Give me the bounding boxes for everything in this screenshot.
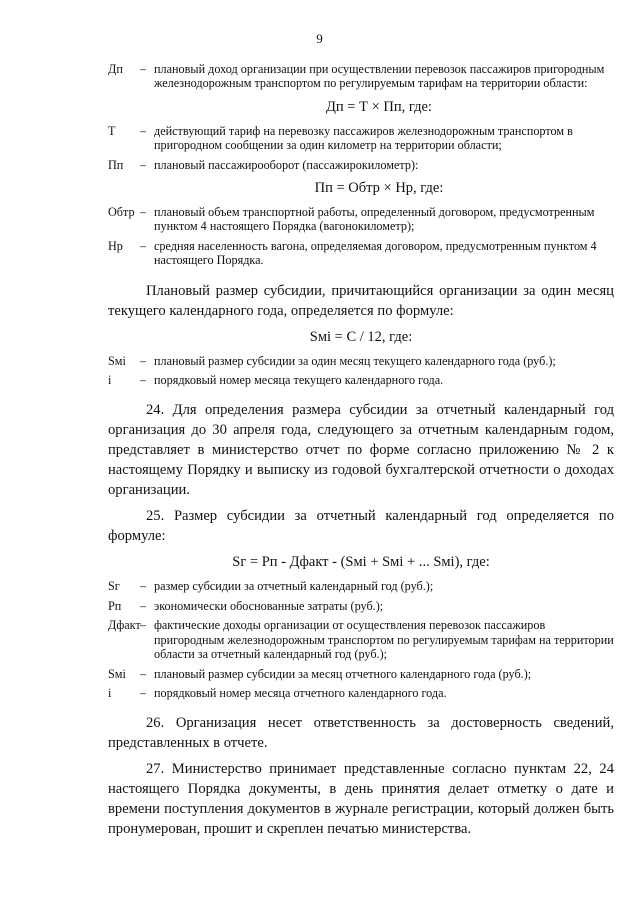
definition-text: плановый объем транспортной работы, определенный договором, предусмотренным пунктом 4 настоящего Порядка (вагонокилометр); bbox=[154, 205, 595, 234]
definition-term: Т bbox=[108, 123, 116, 138]
definition-term: Sмi bbox=[108, 666, 126, 681]
definition-smi-report bbox=[108, 667, 614, 681]
paragraph-25: 25. Размер субсидии за отчетный календарный год определяется по формуле: bbox=[108, 508, 614, 545]
formula-sr: Sг = Рп - Дфакт - (Sмi + Sмi + ... Sмi), где: bbox=[232, 554, 490, 571]
definition-term: i bbox=[108, 373, 112, 388]
definition-dash: – bbox=[140, 353, 147, 368]
page-number: 9 bbox=[316, 31, 323, 46]
definition-dash: – bbox=[140, 62, 147, 76]
definition-smi bbox=[108, 354, 614, 368]
definition-dfakt bbox=[108, 618, 614, 661]
definition-dash: – bbox=[140, 618, 147, 633]
definition-term: Дп bbox=[108, 62, 123, 76]
definition-text: экономически обоснованные затраты (руб.); bbox=[154, 598, 384, 613]
paragraph-24: 24. Для определения размера субсидии за отчетный календарный год организация до 30 апреля года, следующего за отчетным календарным годом, представляет в министерство отчет по форме согласно приложению № 2 к настоящему Порядку и выписку из годовой бухгалтерской отчетности о доходах организации. bbox=[108, 402, 614, 499]
definition-nr bbox=[108, 239, 614, 268]
definition-term: Нр bbox=[108, 238, 123, 253]
definition-term: i bbox=[108, 685, 112, 700]
definition-t bbox=[108, 124, 614, 153]
definition-dp bbox=[108, 62, 614, 91]
definition-text: средняя населенность вагона, определяемая договором, предусмотренным пунктом 4 настоящего Порядка. bbox=[154, 238, 597, 268]
definition-rp bbox=[108, 599, 614, 613]
definition-text: плановый размер субсидии за один месяц текущего календарного года (руб.); bbox=[154, 353, 556, 368]
definition-i-report bbox=[108, 686, 614, 700]
definition-obtr bbox=[108, 205, 614, 234]
definition-dash: – bbox=[140, 205, 147, 220]
definition-dash: – bbox=[140, 579, 147, 594]
definition-term: Sмi bbox=[108, 353, 126, 368]
definition-text: порядковый номер месяца текущего календарного года. bbox=[154, 373, 444, 388]
definition-term: Рп bbox=[108, 598, 122, 613]
formula-sm: Sмi = С / 12, где: bbox=[309, 328, 413, 345]
definition-dash: – bbox=[140, 373, 147, 388]
definition-term: Sг bbox=[108, 579, 120, 594]
definition-text: размер субсидии за отчетный календарный год (руб.); bbox=[154, 579, 434, 594]
paragraph-subsidy: Плановый размер субсидии, причитающийся организации за один месяц текущего календарного года, определяется по формуле: bbox=[108, 282, 614, 319]
definition-term: Дфакт bbox=[108, 618, 141, 633]
definition-sg bbox=[108, 579, 614, 593]
paragraph-26: 26. Организация несет ответственность за достоверность сведений, представленных в отчете. bbox=[108, 715, 614, 752]
definition-pp bbox=[108, 158, 614, 172]
definition-text: порядковый номер месяца отчетного календарного года. bbox=[154, 685, 447, 700]
definition-dash: – bbox=[140, 238, 147, 253]
paragraph-27: 27. Министерство принимает представленные согласно пунктам 22, 24 настоящего Порядка документы, в день принятия делает отметку о дате и времени поступления документов в журнале регистрации, который должен быть пронумерован, прошит и скреплен печатью министерства. bbox=[108, 761, 614, 838]
definition-dash: – bbox=[140, 666, 147, 681]
definition-dash: – bbox=[140, 157, 147, 172]
definition-text: плановый доход организации при осуществлении перевозок пассажиров пригородным железнодорожным транспортом по регулируемым тарифам на территории области: bbox=[154, 62, 605, 91]
definition-term: Обтр bbox=[108, 205, 135, 220]
definition-dash: – bbox=[140, 123, 147, 138]
document-body bbox=[108, 62, 614, 845]
formula-dp: Дп = Т × Пп, где: bbox=[326, 98, 432, 115]
definition-text: плановый размер субсидии за месяц отчетного календарного года (руб.); bbox=[154, 666, 532, 681]
formula-pp: Пп = Обтр × Нр, где: bbox=[314, 180, 444, 197]
definition-i bbox=[108, 373, 614, 387]
definition-dash: – bbox=[140, 598, 147, 613]
definition-term: Пп bbox=[108, 157, 124, 172]
definition-text: действующий тариф на перевозку пассажиров железнодорожным транспортом в пригородном сообщении за один километр на территории области; bbox=[154, 123, 573, 153]
definition-dash: – bbox=[140, 685, 147, 700]
definition-text: фактические доходы организации от осуществления перевозок пассажиров пригородным железнодорожным транспортом по регулируемым тарифам на территории области за отчетный календарный год (руб.); bbox=[154, 618, 614, 662]
definition-text: плановый пассажирооборот (пассажирокилометр): bbox=[154, 157, 419, 172]
